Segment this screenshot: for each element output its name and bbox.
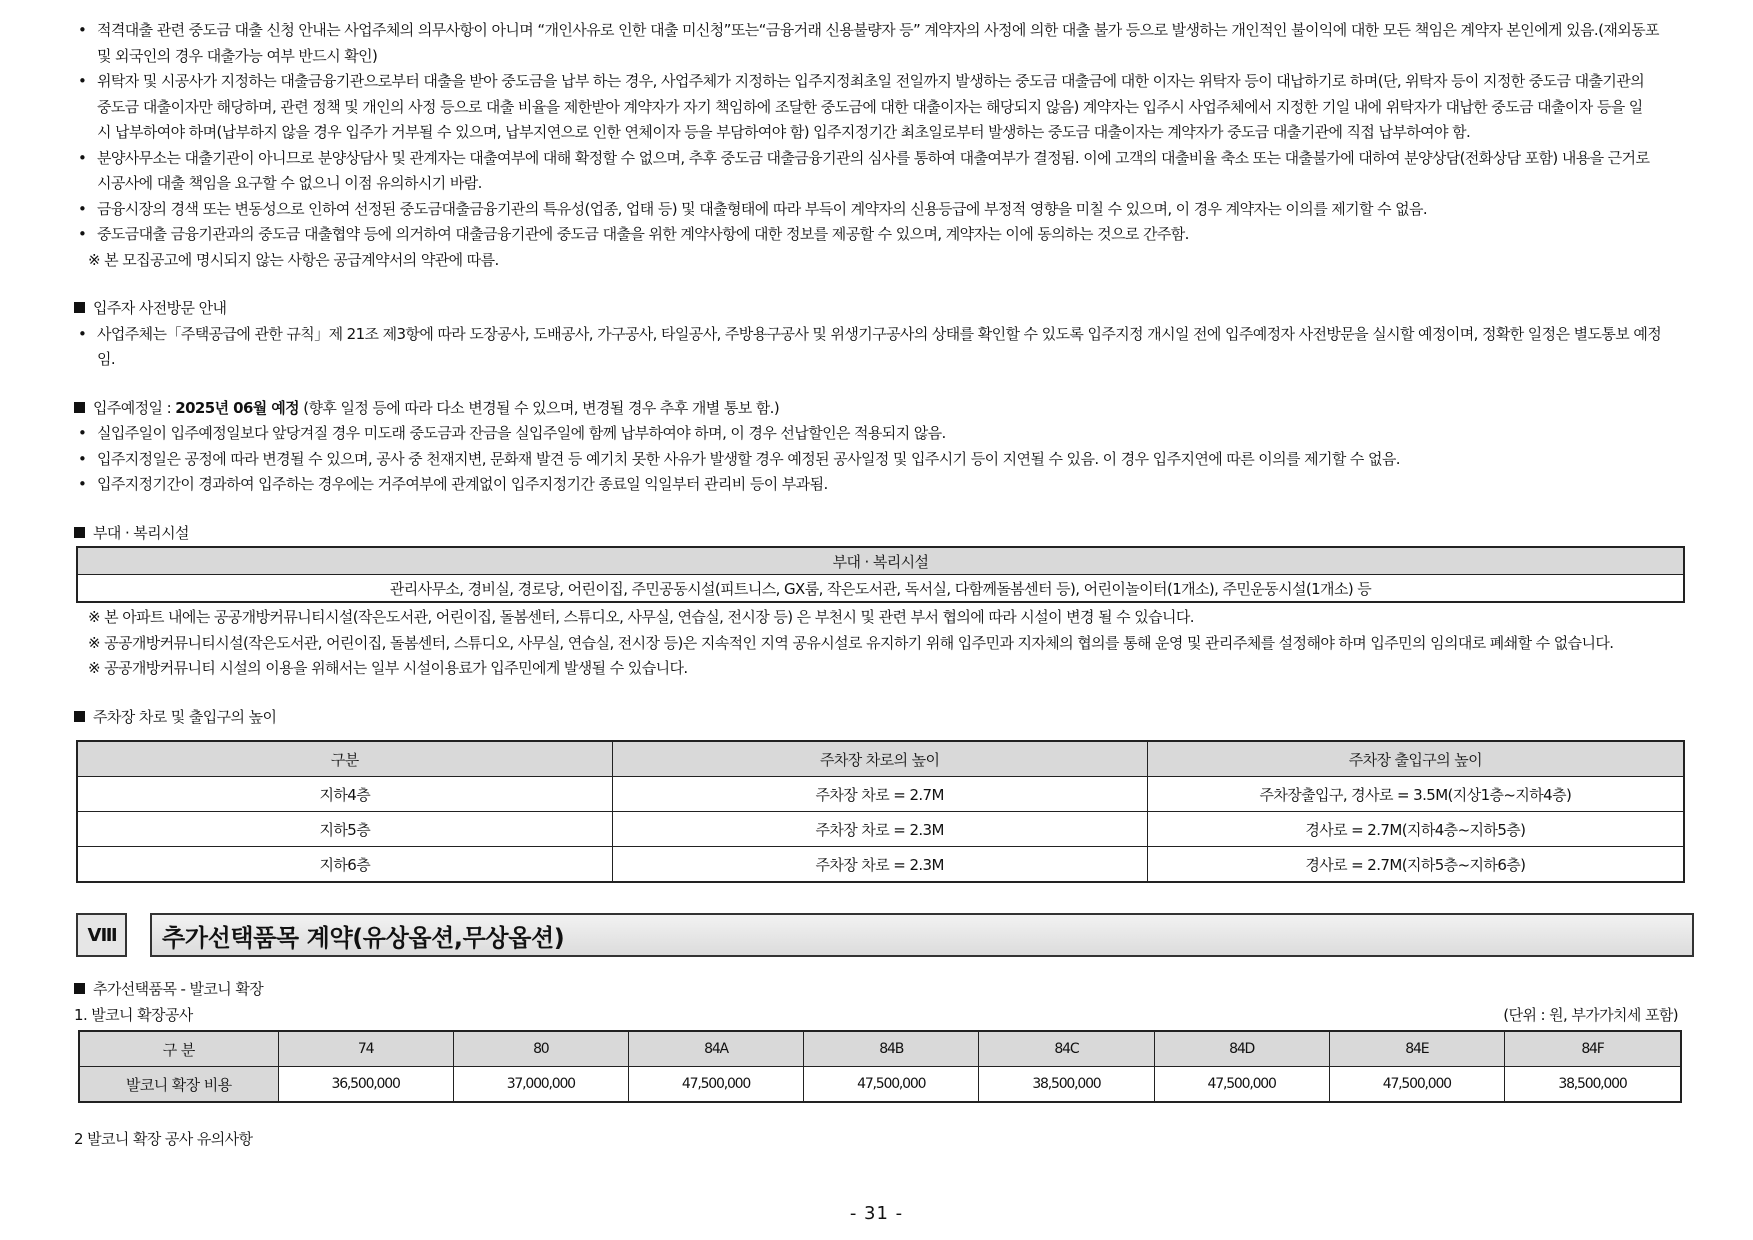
table-row (77, 847, 1684, 883)
table-header-row (77, 741, 1684, 777)
chapter-number: Ⅷ (76, 913, 127, 957)
unit-label: (단위 : 원, 부가가치세 포함) (1503, 1005, 1678, 1024)
square-bullet-icon (74, 983, 85, 994)
chapter-heading (74, 911, 1714, 957)
table-cell: 47,500,000 (804, 1067, 979, 1103)
list-item: • 사업주체는「주택공급에 관한 규칙」제 21조 제3항에 따라 도장공사, 도배공사, 가구공사, 타일공사, 주방용구공사 및 위생기구공사의 상태를 확인할 수 있도록 입주지정 개시일 전에 입주예정자 사전방문을 실시할 예정이며, 정확한 일정은 별도통보 예정 (74, 322, 1714, 348)
table-header-cell: 84A (628, 1031, 803, 1067)
table-cell: 주차장 차로 = 2.3M (612, 812, 1147, 847)
square-bullet-icon (74, 711, 85, 722)
facility-note: ※ 공공개방커뮤니티 시설의 이용을 위해서는 일부 시설이용료가 입주민에게 발생될 수 있습니다. (88, 659, 688, 677)
table-cell: 관리사무소, 경비실, 경로당, 어린이집, 주민공동시설(피트니스, GX룸, 작은도서관, 독서실, 다함께돌봄센터 등), 어린이놀이터(1개소), 주민운동시설(1개소) 등 (77, 575, 1684, 603)
list-item: • 중도금대출 금융기관과의 중도금 대출협약 등에 의거하여 대출금융기관에 중도금 대출을 위한 계약사항에 대한 정보를 제공할 수 있으며, 계약자는 이에 동의하는 것으로 간주함. (74, 222, 1714, 248)
table-header-cell: 84F (1504, 1031, 1681, 1067)
table-cell: 38,500,000 (979, 1067, 1154, 1103)
balcony-cost-table (78, 1030, 1682, 1103)
table-cell: 36,500,000 (278, 1067, 453, 1103)
table-header-cell: 74 (278, 1031, 453, 1067)
list-item-continuation: 및 외국인의 경우 대출가능 여부 반드시 확인) (97, 46, 378, 65)
table-row (77, 575, 1684, 603)
list-item-continuation: 임. (97, 350, 116, 368)
list-item-continuation: 중도금 대출이자만 해당하며, 관련 정책 및 개인의 사정 등으로 대출 비율을 제한받아 계약자가 자기 책임하에 조달한 중도금에 대한 대출이자는 해당되지 않음) 계약자는 입주시 사업주체에서 지정한 기일 내에 위탁자가 대납한 중도금 대출이자 등을 일 (97, 97, 1643, 116)
facility-note: ※ 공공개방커뮤니티시설(작은도서관, 어린이집, 돌봄센터, 스튜디오, 사무실, 연습실, 전시장 등)은 지속적인 지역 공유시설로 유지하기 위해 입주민과 지자체의 협의를 통해 운영 및 관리주체를 설정해야 하며 입주민의 임의대로 폐쇄할 수 없습니다. (88, 633, 1614, 652)
table-cell: 37,000,000 (453, 1067, 628, 1103)
table-header-cell: 주차장 차로의 높이 (612, 741, 1147, 777)
subsection-heading: 2 발코니 확장 공사 유의사항 (74, 1130, 253, 1148)
table-cell: 38,500,000 (1504, 1067, 1681, 1103)
section-title: 추가선택품목 - 발코니 확장 (93, 980, 264, 998)
section-title: 주차장 차로 및 출입구의 높이 (93, 707, 277, 726)
table-header-cell: 84E (1329, 1031, 1504, 1067)
section-title: 부대 · 복리시설 (93, 523, 189, 542)
facilities-table (76, 546, 1685, 603)
list-item-continuation: 시공사에 대출 책임을 요구할 수 없으니 이점 유의하시기 바람. (97, 174, 482, 192)
table-header-cell: 구 분 (79, 1031, 278, 1067)
section-heading-movein (74, 396, 1714, 422)
section-heading-facilities (74, 521, 1714, 547)
parking-table (76, 740, 1685, 883)
table-cell: 지하5층 (77, 812, 612, 847)
list-item: • 적격대출 관련 중도금 대출 신청 안내는 사업주체의 의무사항이 아니며 “개인사유로 인한 대출 미신청”또는“금융거래 신용불량자 등” 계약자의 사정에 의한 대출 불가 등으로 발생하는 개인적인 불이익에 대한 모든 책임은 계약자 본인에게 있음.(재외동포 (74, 18, 1714, 44)
table-cell: 주차장 차로 = 2.7M (612, 777, 1147, 812)
list-item: • 실입주일이 입주예정일보다 앞당겨질 경우 미도래 중도금과 잔금을 실입주일에 함께 납부하여야 하며, 이 경우 선납할인은 적용되지 않음. (74, 421, 1714, 447)
table-cell: 경사로 = 2.7M(지하4층~지하5층) (1147, 812, 1684, 847)
list-item: • 분양사무소는 대출기관이 아니므로 분양상담사 및 관계자는 대출여부에 대해 확정할 수 없으며, 추후 중도금 대출금융기관의 심사를 통하여 대출여부가 결정됨. 이에 고객의 대출비율 축소 또는 대출불가에 대하여 분양상담(전화상담 포함) 내용을 근거로 (74, 146, 1714, 172)
table-row (77, 547, 1684, 575)
table-cell: 경사로 = 2.7M(지하5층~지하6층) (1147, 847, 1684, 883)
table-cell: 47,500,000 (1329, 1067, 1504, 1103)
list-item: • 입주지정기간이 경과하여 입주하는 경우에는 거주여부에 관계없이 입주지정기간 종료일 익일부터 관리비 등이 부과됨. (74, 472, 1714, 498)
table-header-cell: 84D (1154, 1031, 1329, 1067)
section-title: 입주예정일 : (93, 398, 176, 417)
table-row (77, 812, 1684, 847)
subsection-heading (74, 1003, 1714, 1029)
list-item: • 입주지정일은 공정에 따라 변경될 수 있으며, 공사 중 천재지변, 문화재 발견 등 예기치 못한 사유가 발생할 경우 예정된 공사일정 및 입주시기 등이 지연될 수 있음. 이 경우 입주지연에 따른 이의를 제기할 수 없음. (74, 447, 1714, 473)
section-heading-visit (74, 296, 1714, 322)
page-number: - 31 - (849, 1203, 904, 1224)
square-bullet-icon (74, 402, 85, 413)
reference-note: ※ 본 모집공고에 명시되지 않는 사항은 공급계약서의 약관에 따름. (88, 250, 499, 269)
section-title: 입주자 사전방문 안내 (93, 299, 227, 317)
section-title-suffix: (향후 일정 등에 따라 다소 변경될 수 있으며, 변경될 경우 추후 개별 통보 함.) (299, 398, 780, 417)
movein-date: 2025년 06월 예정 (175, 398, 300, 417)
section-heading-parking (74, 705, 1714, 731)
chapter-title: 추가선택품목 계약(유상옵션,무상옵션) (150, 913, 1694, 957)
table-cell: 주차장출입구, 경사로 = 3.5M(지상1층~지하4층) (1147, 777, 1684, 812)
document-page (74, 18, 1714, 1153)
table-cell: 47,500,000 (628, 1067, 803, 1103)
table-cell: 주차장 차로 = 2.3M (612, 847, 1147, 883)
table-header-cell: 84B (804, 1031, 979, 1067)
list-item: • 금융시장의 경색 또는 변동성으로 인하여 선정된 중도금대출금융기관의 특유성(업종, 업태 등) 및 대출형태에 따라 부득이 계약자의 신용등급에 부정적 영향을 미칠 수 있으며, 이 경우 계약자는 이의를 제기할 수 없음. (74, 197, 1714, 223)
list-item-continuation: 시 납부하여야 하며(납부하지 않을 경우 입주가 거부될 수 있으며, 납부지연으로 인한 연체이자 등을 부담하여야 함) 입주지정기간 최초일로부터 발생하는 중도금 대출이자는 계약자가 중도금 대출기관에 직접 납부하여야 함. (97, 123, 1471, 141)
table-header-cell: 구분 (77, 741, 612, 777)
table-cell: 지하4층 (77, 777, 612, 812)
table-header-cell: 주차장 출입구의 높이 (1147, 741, 1684, 777)
section-heading-balcony (74, 977, 1714, 1003)
subsection-title: 1. 발코니 확장공사 (74, 1005, 193, 1024)
table-header-row (79, 1031, 1681, 1067)
table-header-cell: 부대 · 복리시설 (77, 547, 1684, 575)
table-cell: 47,500,000 (1154, 1067, 1329, 1103)
table-cell: 지하6층 (77, 847, 612, 883)
loan-notes (74, 18, 1714, 273)
table-row (77, 777, 1684, 812)
square-bullet-icon (74, 302, 85, 313)
table-row (79, 1067, 1681, 1103)
table-header-cell: 84C (979, 1031, 1154, 1067)
list-item: • 위탁자 및 시공사가 지정하는 대출금융기관으로부터 대출을 받아 중도금을 납부 하는 경우, 사업주체가 지정하는 입주지정최초일 전일까지 발생하는 중도금 대출금에 대한 이자는 위탁자 등이 대납하기로 하며(단, 위탁자 등이 지정한 중도금 대출기관의 (74, 69, 1714, 95)
facility-note: ※ 본 아파트 내에는 공공개방커뮤니티시설(작은도서관, 어린이집, 돌봄센터, 스튜디오, 사무실, 연습실, 전시장 등) 은 부천시 및 관련 부서 협의에 따라 시설이 변경 될 수 있습니다. (88, 608, 1194, 626)
table-header-cell: 80 (453, 1031, 628, 1067)
square-bullet-icon (74, 527, 85, 538)
table-row-label: 발코니 확장 비용 (79, 1067, 278, 1103)
